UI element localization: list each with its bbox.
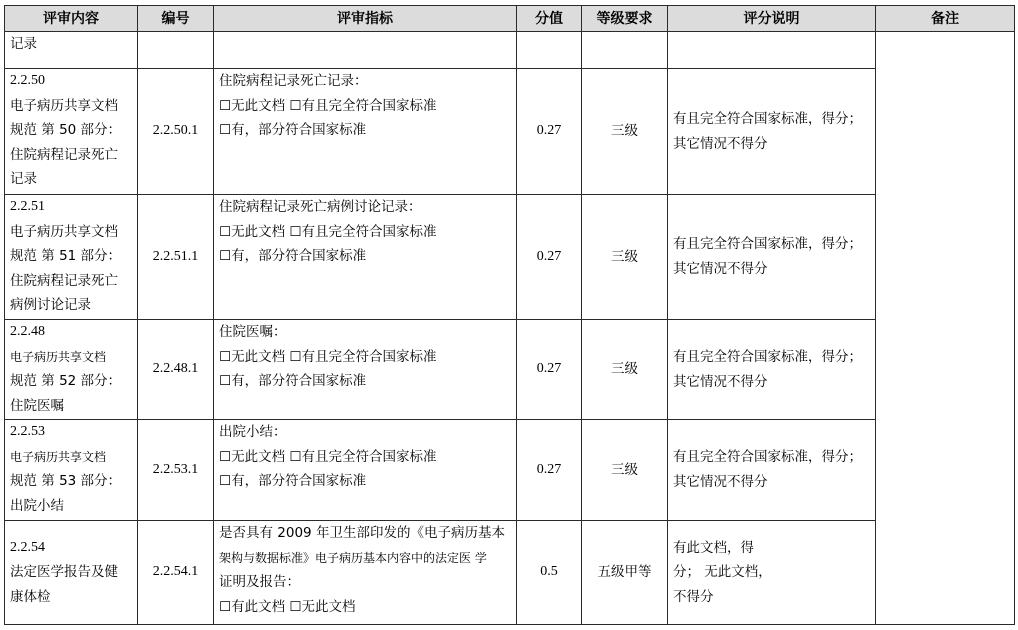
content-line: 规范 第 50 部分： bbox=[10, 122, 122, 139]
indicator-line: 住院病程记录死亡记录： bbox=[219, 73, 368, 89]
content-line: 记录 bbox=[10, 171, 37, 188]
note-line: 其它情况不得分 bbox=[673, 373, 768, 390]
score-cell bbox=[517, 32, 582, 69]
content-line: 规范 第 53 部分： bbox=[10, 473, 122, 490]
content-line: 病例讨论记录 bbox=[10, 297, 91, 314]
note-line: 分； 无此文档， bbox=[673, 564, 772, 581]
content-cell bbox=[5, 420, 138, 521]
table-row bbox=[5, 32, 1015, 69]
indicator-line: ☐有，部分符合国家标准 bbox=[219, 248, 367, 265]
indicator-line: 架构与数据标准》电子病历基本内容中的法定医 学 bbox=[219, 550, 487, 565]
code-cell: 2.2.53.1 bbox=[138, 420, 214, 521]
indicator-line: ☐有，部分符合国家标准 bbox=[219, 473, 367, 490]
score-cell: 0.27 bbox=[517, 320, 582, 420]
note-line: 其它情况不得分 bbox=[673, 261, 768, 277]
indicator-line: 住院病程记录死亡病例讨论记录： bbox=[219, 199, 422, 215]
content-line: 电子病历共享文档 bbox=[10, 449, 107, 464]
level-cell: 三级 bbox=[582, 69, 668, 195]
note-cell bbox=[668, 420, 876, 521]
header-note: 评分说明 bbox=[668, 6, 876, 32]
note-line: 其它情况不得分 bbox=[673, 135, 768, 152]
indicator-cell bbox=[214, 521, 517, 625]
note-cell bbox=[668, 69, 876, 195]
content-line: 2.2.53 bbox=[10, 424, 45, 439]
indicator-line: 出院小结： bbox=[219, 424, 287, 440]
content-line: 住院医嘱 bbox=[10, 397, 64, 414]
note-line: 其它情况不得分 bbox=[673, 474, 768, 490]
content-cell bbox=[5, 320, 138, 420]
note-line: 有此文档，得 bbox=[673, 539, 754, 556]
evaluation-table bbox=[4, 5, 1015, 625]
code-cell bbox=[138, 32, 214, 69]
note-cell bbox=[668, 521, 876, 625]
content-line: 2.2.51 bbox=[10, 199, 45, 214]
content-cell bbox=[5, 521, 138, 625]
content-line: 2.2.48 bbox=[10, 324, 45, 339]
header-remarks: 备注 bbox=[876, 6, 1015, 32]
content-line: 电子病历共享文档 bbox=[10, 223, 118, 240]
note-cell bbox=[668, 320, 876, 420]
code-cell: 2.2.54.1 bbox=[138, 521, 214, 625]
header-content: 评审内容 bbox=[5, 6, 138, 32]
level-cell: 三级 bbox=[582, 195, 668, 320]
content-line: 2.2.54 bbox=[10, 539, 45, 555]
content-line: 电子病历共享文档 bbox=[10, 97, 118, 114]
indicator-cell bbox=[214, 69, 517, 195]
note-line: 有且完全符合国家标准，得分； bbox=[673, 110, 862, 127]
content-line: 出院小结 bbox=[10, 497, 64, 514]
table-row bbox=[5, 521, 1015, 625]
indicator-line: 是否具有 2009 年卫生部印发的《电子病历基本 bbox=[219, 525, 505, 541]
note-line: 不得分 bbox=[673, 588, 714, 605]
indicator-line: 住院医嘱： bbox=[219, 324, 287, 340]
remarks-cell bbox=[876, 32, 1015, 625]
indicator-line: ☐无此文档 ☐有且完全符合国家标准 bbox=[219, 223, 437, 240]
header-code: 编号 bbox=[138, 6, 214, 32]
indicator-cell bbox=[214, 420, 517, 521]
table-row bbox=[5, 69, 1015, 195]
content-line: 法定医学报告及健 bbox=[10, 564, 118, 581]
code-cell: 2.2.51.1 bbox=[138, 195, 214, 320]
indicator-line: ☐有，部分符合国家标准 bbox=[219, 373, 367, 390]
score-cell: 0.27 bbox=[517, 195, 582, 320]
content-line: 电子病历共享文档 bbox=[10, 349, 107, 364]
indicator-line: ☐无此文档 ☐有且完全符合国家标准 bbox=[219, 97, 437, 114]
indicator-line: ☐无此文档 ☐有且完全符合国家标准 bbox=[219, 448, 437, 465]
note-cell bbox=[668, 32, 876, 69]
note-line: 有且完全符合国家标准，得分； bbox=[673, 348, 862, 365]
table-row bbox=[5, 195, 1015, 320]
level-cell bbox=[582, 32, 668, 69]
header-row bbox=[5, 6, 1015, 32]
score-cell: 0.5 bbox=[517, 521, 582, 625]
score-cell: 0.27 bbox=[517, 420, 582, 521]
header-score: 分值 bbox=[517, 6, 582, 32]
header-level: 等级要求 bbox=[582, 6, 668, 32]
code-cell: 2.2.48.1 bbox=[138, 320, 214, 420]
content-line: 2.2.50 bbox=[10, 73, 45, 88]
indicator-line: 证明及报告： bbox=[219, 574, 300, 591]
score-cell: 0.27 bbox=[517, 69, 582, 195]
code-cell: 2.2.50.1 bbox=[138, 69, 214, 195]
content-cell bbox=[5, 195, 138, 320]
content-cell bbox=[5, 32, 138, 69]
content-line: 规范 第 51 部分： bbox=[10, 248, 122, 265]
content-line: 规范 第 52 部分： bbox=[10, 373, 122, 390]
indicator-line: ☐无此文档 ☐有且完全符合国家标准 bbox=[219, 348, 437, 365]
content-line: 记录 bbox=[10, 36, 37, 52]
content-line: 住院病程记录死亡 bbox=[10, 272, 118, 289]
level-cell: 三级 bbox=[582, 420, 668, 521]
indicator-cell bbox=[214, 320, 517, 420]
note-line: 有且完全符合国家标准，得分； bbox=[673, 449, 862, 466]
level-cell: 五级甲等 bbox=[582, 521, 668, 625]
level-cell: 三级 bbox=[582, 320, 668, 420]
indicator-line: ☐有，部分符合国家标准 bbox=[219, 122, 367, 139]
table-row bbox=[5, 420, 1015, 521]
table-row bbox=[5, 320, 1015, 420]
note-cell bbox=[668, 195, 876, 320]
header-indicator: 评审指标 bbox=[214, 6, 517, 32]
content-cell bbox=[5, 69, 138, 195]
content-line: 康体检 bbox=[10, 588, 51, 605]
note-line: 有且完全符合国家标准，得分； bbox=[673, 236, 862, 253]
indicator-line: ☐有此文档 ☐无此文档 bbox=[219, 598, 356, 615]
content-line: 住院病程记录死亡 bbox=[10, 146, 118, 163]
indicator-cell bbox=[214, 32, 517, 69]
indicator-cell bbox=[214, 195, 517, 320]
